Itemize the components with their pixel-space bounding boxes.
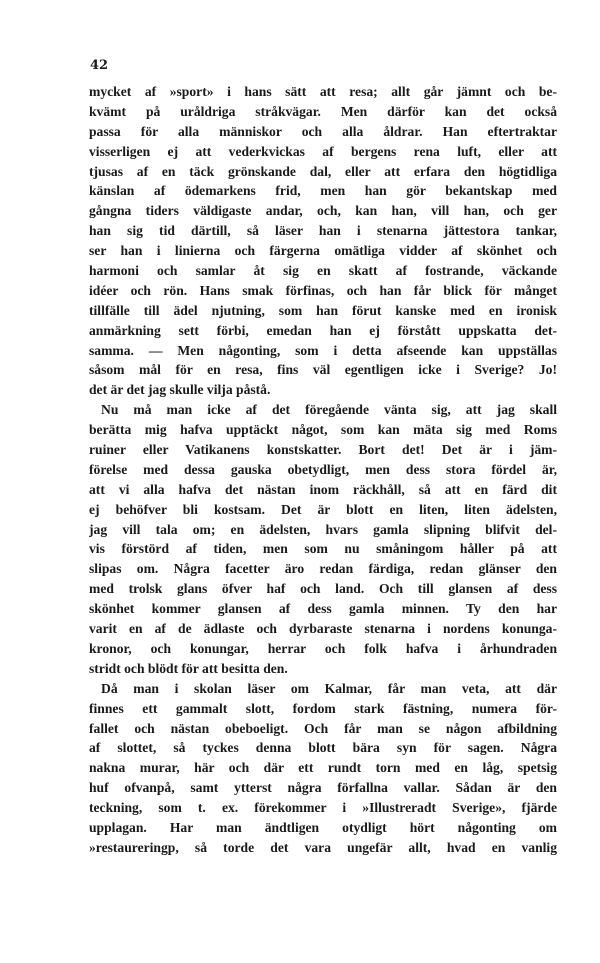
text-line: vis förstörd af tiden, men som nu småningom håller på att (89, 541, 557, 557)
text-line: tjusas af en täck grönskande dal, eller att erfara den högtidliga (89, 163, 557, 179)
text-line: upplagan. Har man ändtligen otydligt hört någonting om (89, 819, 557, 835)
text-line: fallet och nästan obeboeligt. Och får man se någon afbildning (89, 720, 557, 736)
text-line: huf ofvanpå, samt ytterst några förfallna vallar. Sådan är den (89, 780, 557, 796)
text-line: slipas om. Några facetter äro redan färdiga, redan glänser den (89, 561, 557, 577)
text-line: kvämt på uråldriga stråkvägar. Men därför kan det också (89, 103, 557, 119)
text-line: med trolsk glans öfver haf och land. Och till glansen af dess (89, 581, 557, 597)
text-line: ruiner eller Vatikanens konstskatter. Bort det! Det är i jäm- (89, 442, 557, 458)
text-line: harmoni och samlar åt sig en skatt af fostrande, väckande (89, 263, 557, 279)
body-text (89, 82, 557, 858)
text-line: såsom mål för en resa, fins väl egentligen icke i Sverige? Jo! (89, 362, 557, 378)
text-line: kronor, och konungar, herrar och folk hafva i århundraden (89, 640, 557, 656)
text-line: Nu må man icke af det föregående vänta sig, att jag skall (101, 402, 557, 418)
text-line: skönhet kommer glansen af dess gamla minnen. Ty den har (89, 601, 557, 617)
text-line: anmärkning sett förbi, emedan han ej förstått uppskatta det- (89, 322, 557, 338)
text-line: gångna tiders väldigaste andar, och, kan han, vill han, och ger (89, 203, 557, 219)
text-line: mycket af »sport» i hans sätt att resa; allt går jämnt och be- (89, 84, 557, 99)
text-line: passa för alla människor och alla åldrar. Han eftertraktar (89, 123, 557, 139)
text-line: att vi alla hafva det nästan inom räckhåll, så att en färd dit (89, 481, 557, 497)
text-line: ser han i linierna och färgerna omätliga vidder af skönhet och (89, 243, 557, 259)
text-line: visserligen ej att vederkvickas af bergens rena luft, eller att (89, 143, 557, 159)
text-line: Då man i skolan läser om Kalmar, får man veta, att där (101, 680, 557, 696)
text-line: han sig tid därtill, så läser han i stenarna jättestora tankar, (89, 223, 557, 239)
text-line: känslan af ödemarkens frid, men han gör bekantskap med (89, 183, 557, 199)
text-line: varit en af de ädlaste och dyrbaraste stenarna i nordens konunga- (89, 621, 557, 637)
page-number: 42 (90, 58, 109, 73)
text-line: finnes ett gammalt slott, fordom stark fästning, numera för- (89, 700, 557, 716)
text-line: ej behöfver bli kostsam. Det är blott en liten, liten ädelsten, (89, 501, 557, 517)
text-line: »restaureringp, så torde det vara ungefär allt, hvad en vanlig (89, 839, 557, 855)
text-line: stridt och blödt för att besitta den. (89, 660, 288, 676)
text-line: teckning, som t. ex. förekommer i »Illustreradt Sverige», fjärde (89, 800, 557, 816)
text-line: idéer och rön. Hans smak förfinas, och han får blick för månget (89, 282, 557, 298)
text-line: samma. — Men någonting, som i detta afseende kan uppställas (89, 342, 557, 358)
text-line: berätta mig hafva upptäckt något, som kan mäta sig med Roms (89, 422, 557, 438)
text-line: det är det jag skulle vilja påstå. (89, 382, 271, 398)
text-line: tillfälle till ädel njutning, som han förut kanske med en ironisk (89, 302, 557, 318)
text-line: nakna murar, här och där ett rundt torn med en låg, spetsig (89, 760, 557, 776)
text-line: af slottet, så tyckes denna blott bära syn för sagen. Några (89, 740, 557, 756)
text-line: förelse med dessa gauska obetydligt, men dess stora fördel är, (89, 461, 557, 477)
text-line: jag vill tala om; en ädelsten, hvars gamla slipning blifvit del- (89, 521, 557, 537)
